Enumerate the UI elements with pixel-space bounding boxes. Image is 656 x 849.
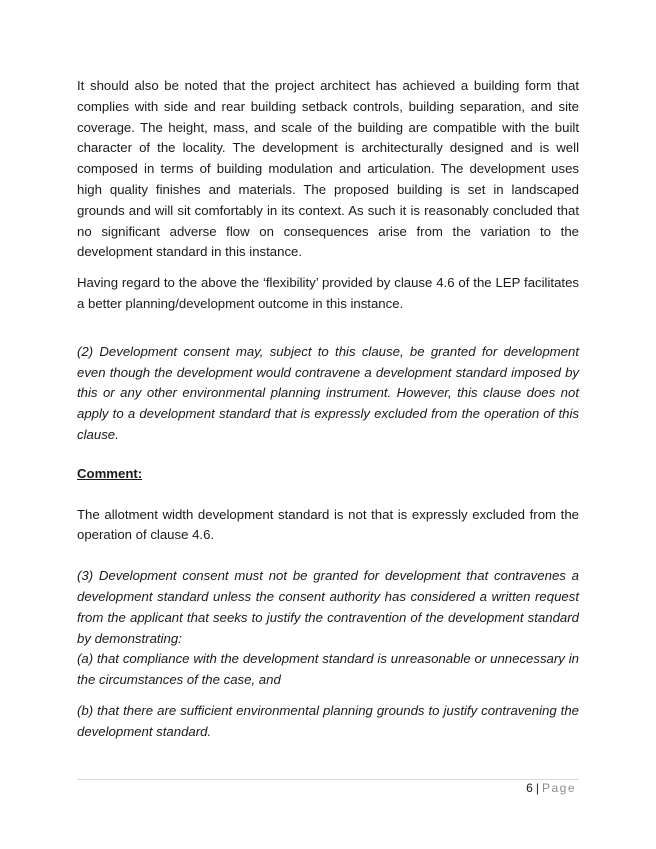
clause-4-6-3-quote: (3) Development consent must not be granted for development that contravenes a development standard unless the consent authority has considered a written request from the applicant that seeks to justify the contravention of the development standard by demonstrating: bbox=[77, 568, 579, 646]
clause-4-6-3-a: (a) that compliance with the development standard is unreasonable or unnecessary in the circumstances of the case, and bbox=[77, 651, 579, 688]
footer-separator: | bbox=[535, 781, 539, 795]
page-footer bbox=[526, 780, 576, 796]
paragraph-flexibility: Having regard to the above the ‘flexibility’ provided by clause 4.6 of the LEP facilitates a better planning/development outcome in this instance. bbox=[77, 275, 579, 311]
paragraph-architect-assessment: It should also be noted that the project architect has achieved a building form that complies with side and rear building setback controls, building separation, and site coverage. The height, mass, and scale of the building are compatible with the built character of the locality. The development is architecturally designed and is well composed in terms of building modulation and articulation. The development uses high quality finishes and materials. The proposed building is set in landscaped grounds and will sit comfortably in its context. As such it is reasonably concluded that no significant adverse flow on consequences arise from the variation to the development standard in this instance. bbox=[77, 78, 579, 260]
clause-4-6-2-quote: (2) Development consent may, subject to this clause, be granted for development even though the development would contravene a development standard imposed by this or any other environmental planning instrument. However, this clause does not apply to a development standard that is expressly excluded from the operation of this clause. bbox=[77, 343, 579, 442]
footer-divider bbox=[77, 779, 579, 780]
page-body bbox=[77, 76, 579, 743]
page-number: 6 bbox=[526, 781, 533, 795]
comment-heading: Comment: bbox=[77, 465, 143, 481]
paragraph-comment: The allotment width development standard is not that is expressly excluded from the operation of clause 4.6. bbox=[77, 506, 579, 543]
page-label: Page bbox=[541, 781, 576, 795]
clause-4-6-3-b: (b) that there are sufficient environmental planning grounds to justify contravening the development standard. bbox=[77, 702, 579, 739]
